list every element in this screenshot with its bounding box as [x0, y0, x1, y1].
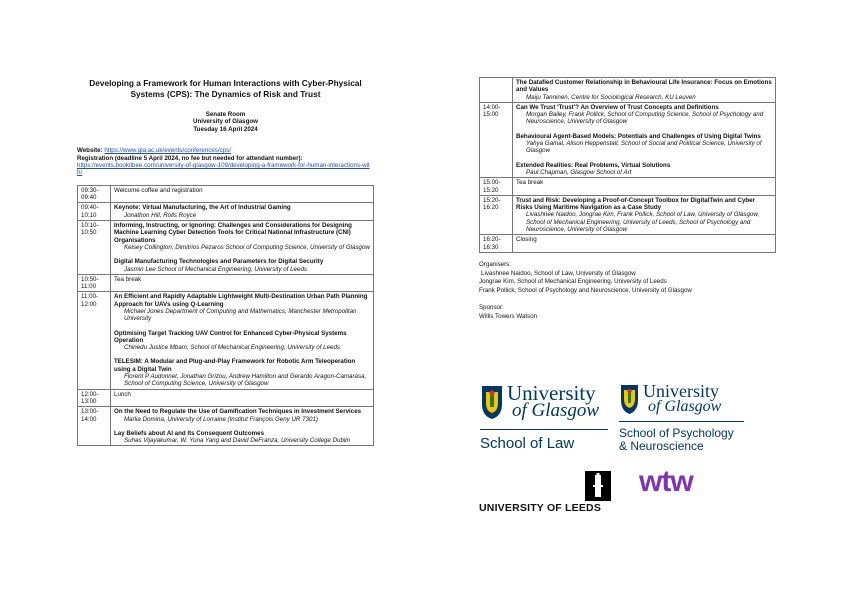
talk-title: Digital Manufacturing Technologies and Parameters for Digital Security [114, 258, 324, 266]
session-cell [513, 235, 776, 253]
talk-authors: Yahya Gamal, Alison Heppenstall, School of Social and Political Science, University of Glasgow [526, 140, 762, 155]
talk-gap [516, 155, 772, 162]
wtw-logo [639, 467, 719, 497]
talk-authors: Marlia Domina, University of Lorraine (Institut François Geny UR 7301) [124, 415, 318, 423]
session-cell [513, 102, 776, 177]
talk-authors: Maiju Tanninen, Centre for Sociological Research, KU Leuven [526, 93, 696, 101]
talk-authors: Morgan Bailey, Frank Pollick, School of Computing Science, School of Psychology and Neuroscience, University of Glasgow [526, 111, 764, 126]
time-cell: 10:10-10:50 [78, 221, 111, 275]
time-cell: 09:30-09:40 [78, 185, 111, 203]
sponsor-block [479, 304, 776, 321]
talk-authors: Chinedu Justice Mbam, School of Mechanical Engineering, University of Leeds [124, 344, 340, 352]
time-cell: 09:40-10:10 [78, 203, 111, 221]
schedule-row [78, 203, 374, 221]
session-label: Tea break [114, 275, 142, 283]
talk-title: Lay Beliefs about AI and Its Consequent Outcomes [114, 429, 265, 437]
session-cell [513, 178, 776, 196]
links-block [77, 147, 374, 177]
talk-authors: Jonathon Hill, Rolls Royce [124, 211, 197, 219]
talk-authors: Paul Chapman, Glasgow School of Art [526, 168, 632, 176]
organisers-label: Organisers: [479, 260, 511, 268]
talk-authors: Kelsey Collington, Dimitrios Pezaros School of Computing Science, University of Glasgow [124, 243, 370, 251]
talk-gap [114, 323, 370, 330]
leeds-wordmark: UNIVERSITY OF LEEDS [479, 502, 602, 514]
talk-title: Trust and Risk: Developing a Proof-of-Concept Toolbox for DigitalTwin and Cyber Risks Using Maritime Navigation as a Case Study [516, 196, 756, 212]
sponsor-label: Sponsor: [479, 304, 504, 312]
talk-title: Behavioural Agent-Based Models: Potentials and Challenges of Using Digital Twins [516, 132, 761, 140]
time-cell: 12:00-13:00 [78, 389, 111, 407]
session-cell [111, 221, 374, 275]
glasgow-law-line1: University [507, 381, 596, 405]
schedule-row [480, 178, 776, 196]
glasgow-psy-school1: School of Psychology [619, 426, 734, 440]
talk-authors: Livashnee Naidoo, Jongrae Kim, Frank Pollick, School of Law, University of Glasgow, School of Mechanical Engineering, University of Leeds, School of Psychology and Neuroscience, University of Glasgow [526, 211, 760, 234]
time-cell: 15:00-15:20 [480, 178, 513, 196]
glasgow-crest-icon [619, 383, 640, 415]
time-cell: 10:50-11:00 [78, 274, 111, 292]
talk-title: Keynote: Virtual Manufacturing, the Art of Industrial Gaming [114, 204, 291, 212]
talk-gap [114, 351, 370, 358]
organiser-line: Jongrae Kim, School of Mechanical Engineering, University of Leeds [479, 278, 667, 286]
session-label: Tea break [516, 179, 544, 187]
time-cell [480, 78, 513, 103]
talk-title: TELESIM: A Modular and Plug-and-Play Framework for Robotic Arm Teleoperation using a Digital Twin [114, 358, 356, 373]
glasgow-psy-school2: & Neuroscience [619, 439, 704, 453]
talk-title: Optimising Target Tracking UAV Control for Enhanced Cyber-Physical Systems Operation [114, 329, 347, 344]
website-link[interactable]: https://www.gla.ac.uk/events/conferences/cps/ [104, 147, 231, 155]
talk-gap [114, 251, 370, 258]
event-date: Tuesday 16 April 2024 [193, 125, 258, 133]
time-cell: 16:20-16:30 [480, 235, 513, 253]
schedule-table-right [479, 77, 776, 253]
talk-gap [114, 423, 370, 430]
schedule-table-left [77, 185, 374, 447]
talk-title: Can We Trust 'Trust'? An Overview of Trust Concepts and Definitions [516, 103, 719, 111]
schedule-row [78, 292, 374, 389]
glasgow-law-logo [479, 381, 614, 456]
schedule-row [480, 235, 776, 253]
glasgow-crest-icon [480, 384, 504, 420]
organisers-block [479, 261, 776, 295]
time-cell: 14:00-15:00 [480, 102, 513, 177]
talk-authors: Florent P Audonnet, Jonathan Grizou, Andrew Hamilton and Gerardo Aragon-Camarasa, School of Computing Science, University of Glasgow [124, 373, 367, 388]
registration-label: Registration (deadline 5 April 2024, no fee but needed for attendant number): [77, 154, 303, 162]
schedule-row [78, 389, 374, 407]
leeds-tower-icon [585, 471, 611, 501]
venue-university: University of Glasgow [193, 118, 258, 126]
talk-title: Extended Realities: Real Problems, Virtual Solutions [516, 161, 671, 169]
schedule-row [480, 195, 776, 234]
glasgow-psy-line2: of Glasgow [648, 398, 722, 415]
talk-title: The Datafied Customer Relationship in Behavioural Life Insurance: Focus on Emotions and Values [516, 79, 772, 94]
page-title: Developing a Framework for Human Interactions with Cyber-Physical Systems (CPS): The Dynamics of Risk and Trust [89, 78, 362, 99]
glasgow-psy-divider [619, 421, 744, 422]
schedule-row [78, 185, 374, 203]
talk-gap [516, 126, 772, 133]
venue-room: Senate Room [205, 111, 246, 118]
time-cell: 13:00-14:00 [78, 407, 111, 446]
schedule-row [78, 274, 374, 292]
session-label: Closing [516, 236, 537, 244]
website-label: Website: [77, 147, 103, 155]
organiser-line: Livashnee Naidoo, School of Law, University of Glasgow [481, 269, 636, 277]
talk-title: On the Need to Regulate the Use of Gamification Techniques in Investment Services [114, 408, 362, 416]
venue-block [77, 111, 374, 133]
session-cell [111, 389, 374, 407]
session-cell [111, 292, 374, 389]
logos-area [479, 381, 799, 521]
schedule-row [78, 407, 374, 446]
right-column [479, 77, 776, 322]
session-label: Lunch [114, 390, 131, 398]
session-cell [111, 407, 374, 446]
glasgow-law-line2: of Glasgow [512, 400, 600, 421]
glasgow-law-divider [480, 429, 608, 430]
session-cell [111, 203, 374, 221]
glasgow-psychology-logo [618, 381, 758, 456]
talk-title: An Efficient and Rapidly Adaptable Lightweight Multi-Destination Urban Path Planning Approach for UAVs using Q-Learning [114, 293, 368, 308]
time-cell: 11:00-12:00 [78, 292, 111, 389]
left-column [77, 78, 374, 446]
session-cell [513, 195, 776, 234]
glasgow-psy-line1: University [643, 381, 719, 401]
glasgow-law-school: School of Law [480, 435, 575, 452]
talk-title: Informing, Instructing, or Ignoring: Challenges and Considerations for Designing Machine Learning Cyber Detection Tools for Critical National Infrastructure (CNI) Organisations [114, 222, 352, 244]
session-label: Welcome coffee and registration [114, 186, 203, 194]
schedule-row [480, 102, 776, 177]
talk-authors: Jasmin Lee School of Mechanical Engineering, University of Leeds [124, 265, 307, 273]
time-cell: 15:20-16:20 [480, 195, 513, 234]
leeds-logo [479, 471, 614, 516]
registration-link[interactable]: https://events.bookitbee.com/university-of-glasgow-109/developing-a-framework-for-human-interactions-with/ [77, 162, 370, 177]
talk-authors: Michael Jones Department of Computing and Mathematics, Manchester Metropolitan University [124, 308, 357, 323]
session-cell [513, 78, 776, 103]
session-cell [111, 274, 374, 292]
session-cell [111, 185, 374, 203]
schedule-row [78, 221, 374, 275]
sponsor-name: Willis Towers Watson [479, 312, 538, 320]
wtw-wordmark: wtw [639, 465, 693, 498]
organiser-line: Frank Pollick, School of Psychology and Neuroscience, University of Glasgow [479, 286, 692, 294]
schedule-row [480, 78, 776, 103]
talk-authors: Suhas Vijayakumar, W. Yuna Yang and David DeFranza, University College Dublin [124, 437, 351, 445]
